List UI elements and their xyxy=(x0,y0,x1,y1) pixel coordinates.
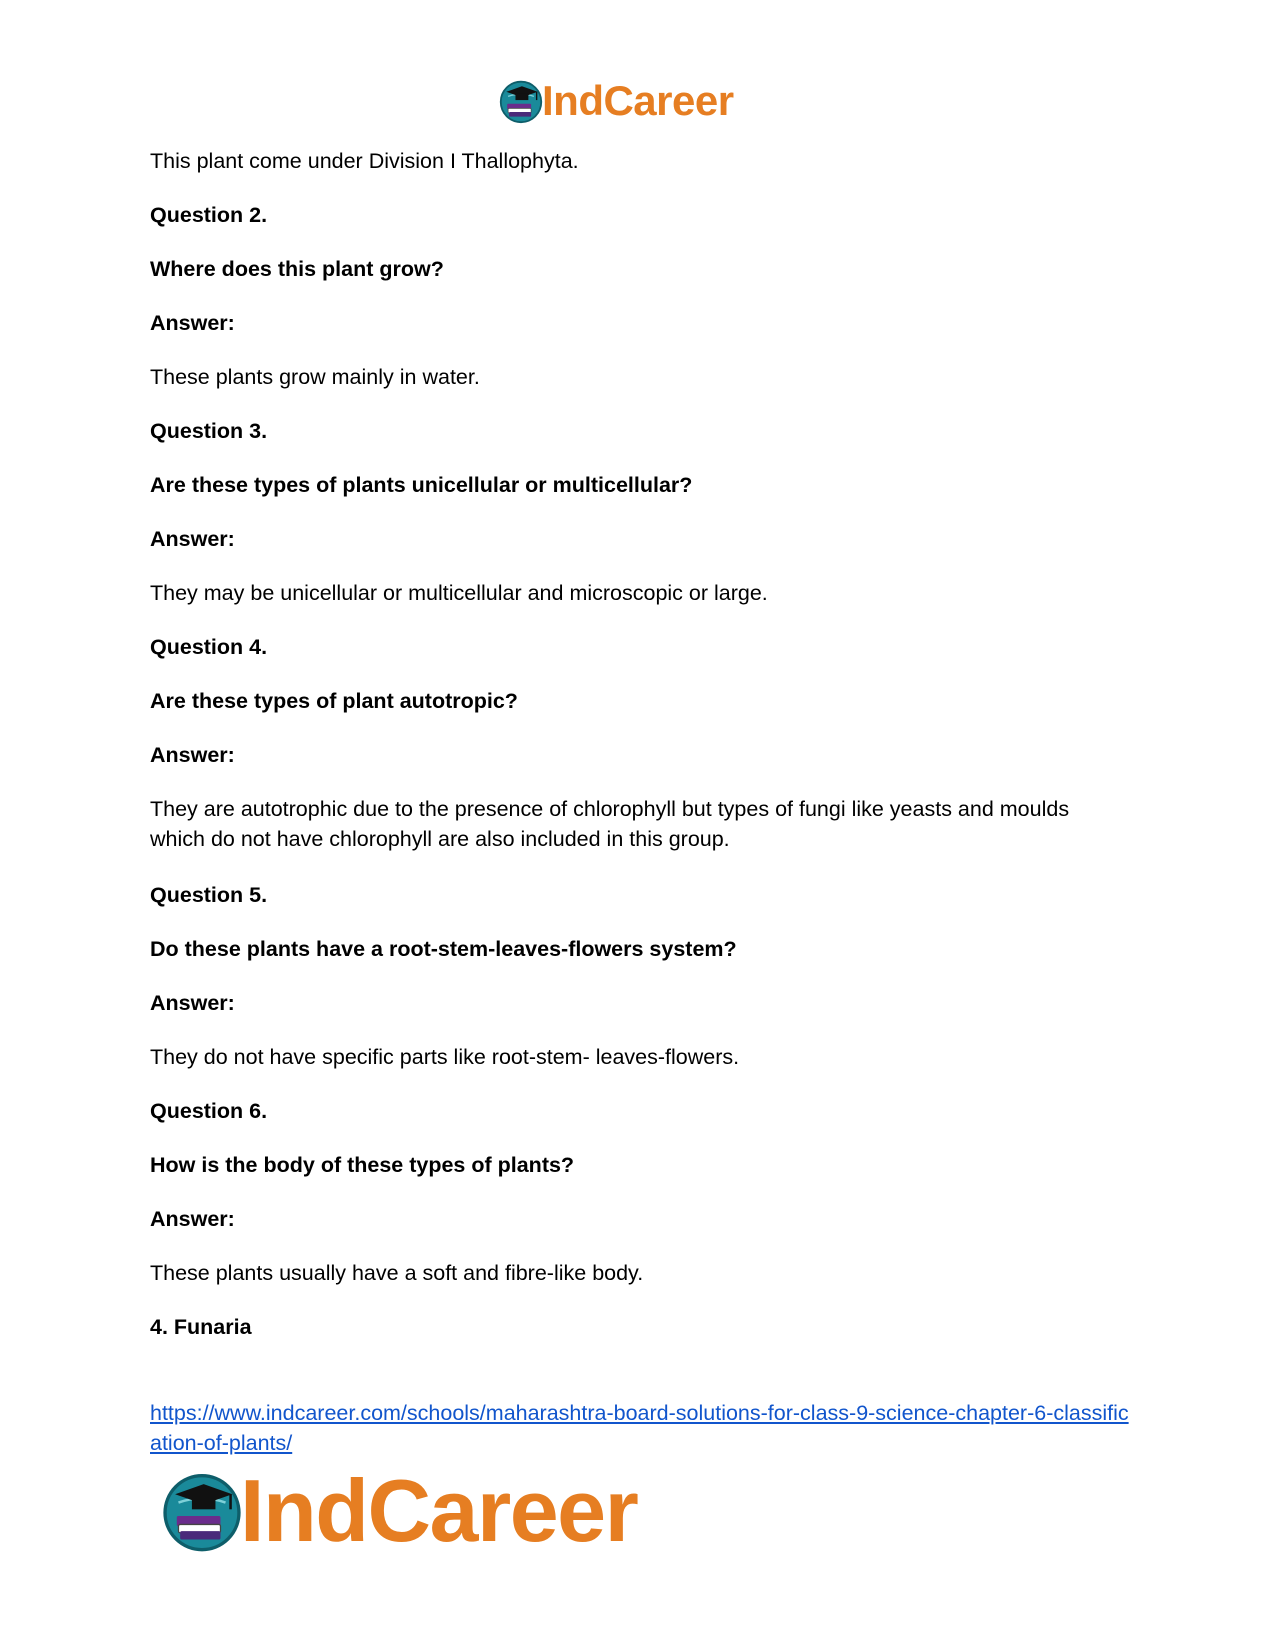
question-number: Question 4. xyxy=(150,635,268,659)
question-text: Are these types of plants unicellular or multicellular? xyxy=(150,473,693,497)
answer-label: Answer: xyxy=(150,311,235,335)
brand-logo-text: IndCareer xyxy=(542,77,734,124)
question-number: Question 6. xyxy=(150,1099,268,1123)
footer-logo xyxy=(160,1461,638,1560)
graduation-globe-icon xyxy=(498,78,544,124)
answer-label: Answer: xyxy=(150,743,235,767)
header-logo xyxy=(498,78,734,124)
graduation-globe-icon xyxy=(160,1469,244,1553)
answer-text: They may be unicellular or multicellular and microscopic or large. xyxy=(150,581,768,605)
question-number: Question 2. xyxy=(150,203,268,227)
answer-label: Answer: xyxy=(150,527,235,551)
question-number: Question 5. xyxy=(150,883,268,907)
answer-text: These plants grow mainly in water. xyxy=(150,365,480,389)
question-number: Question 3. xyxy=(150,419,268,443)
brand-logo-text: IndCareer xyxy=(240,1461,638,1560)
section-heading: 4. Funaria xyxy=(150,1315,252,1339)
answer-text: This plant come under Division I Thallophyta. xyxy=(150,149,579,173)
question-text: Where does this plant grow? xyxy=(150,257,444,281)
question-text: How is the body of these types of plants? xyxy=(150,1153,575,1177)
answer-text: They do not have specific parts like root-stem- leaves-flowers. xyxy=(150,1045,740,1069)
source-link[interactable]: https://www.indcareer.com/schools/maharashtra-board-solutions-for-class-9-science-chapter-6-classification-of-plants/ xyxy=(150,1401,1129,1455)
question-text: Are these types of plant autotropic? xyxy=(150,689,518,713)
answer-label: Answer: xyxy=(150,1207,235,1231)
answer-text: These plants usually have a soft and fibre-like body. xyxy=(150,1261,644,1285)
answer-text: They are autotrophic due to the presence of chlorophyll but types of fungi like yeasts and moulds which do not have chlorophyll are also included in this group. xyxy=(150,797,1070,851)
question-text: Do these plants have a root-stem-leaves-flowers system? xyxy=(150,937,737,961)
answer-label: Answer: xyxy=(150,991,235,1015)
